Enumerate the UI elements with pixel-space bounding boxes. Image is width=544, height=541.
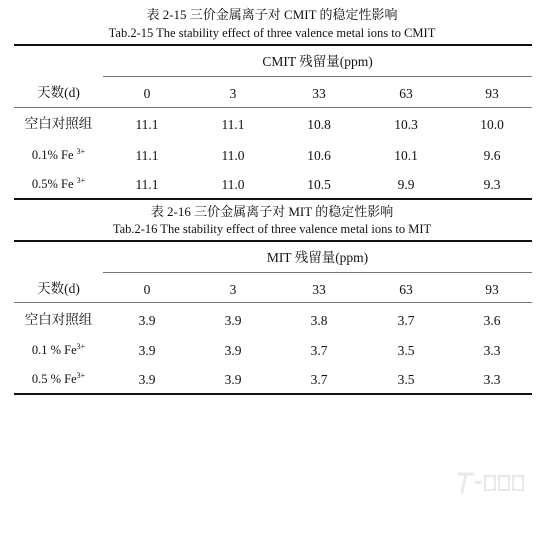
table2-cell: 3.8	[310, 313, 328, 328]
table1-cell: 9.3	[483, 177, 501, 192]
table1-caption-cn: 表 2-15 三价金属离子对 CMIT 的稳定性影响	[146, 7, 398, 22]
table2-col-header: 0	[143, 282, 151, 297]
table1-cell: 10.8	[307, 117, 331, 132]
table1-row-label: 空白对照组	[24, 116, 93, 131]
table2-cell: 3.6	[483, 313, 501, 328]
table2-cell: 3.7	[397, 313, 415, 328]
table1-cell: 11.1	[221, 117, 245, 132]
table2-row-label: 空白对照组	[24, 312, 93, 327]
table1-cell: 11.1	[135, 177, 159, 192]
table1-cell: 10.0	[480, 117, 504, 132]
table1-row-label: 0.1% Fe $^{3+}$	[31, 146, 86, 162]
table2-col-header: 93	[485, 282, 499, 297]
table2-cell: 3.5	[397, 343, 415, 358]
table1-caption-en: Tab.2-15 The stability effect of three valence metal ions to CMIT	[108, 26, 436, 40]
table2-row-label: 0.1 % $Fe^{3+}$	[31, 341, 86, 357]
table1-group-header: CMIT 残留量(ppm)	[262, 54, 373, 69]
table2-top-rule	[14, 240, 532, 242]
table2-cell: 3.9	[224, 313, 242, 328]
table1-cell: 11.0	[221, 177, 245, 192]
table1-col-header: 33	[312, 86, 326, 101]
table1-cell: 9.6	[483, 148, 501, 163]
table2-group-underline	[103, 272, 532, 273]
table2-row-header: 天数(d)	[37, 281, 80, 296]
table2-cell: 3.9	[138, 343, 156, 358]
table1-group-underline	[103, 76, 532, 77]
table2-cell: 3.5	[397, 372, 415, 387]
table1-header-rule	[14, 107, 532, 108]
table2-col-header: 63	[399, 282, 413, 297]
table2-col-header: 3	[229, 282, 237, 297]
table2-caption-cn: 表 2-16 三价金属离子对 MIT 的稳定性影响	[150, 204, 394, 219]
table2-cell: 3.9	[224, 372, 242, 387]
table1-row-header: 天数(d)	[37, 85, 80, 100]
table1-cell: 11.1	[135, 117, 159, 132]
table1-col-header: 3	[229, 86, 237, 101]
table1-cell: 10.6	[307, 148, 331, 163]
table2-bottom-rule	[14, 393, 532, 395]
table1-top-rule	[14, 44, 532, 46]
table2-cell: 3.9	[224, 343, 242, 358]
table2-cell: 3.9	[138, 372, 156, 387]
table1-bottom-rule	[14, 198, 532, 200]
table1-cell: 10.5	[307, 177, 331, 192]
table1-row-label: 0.5% Fe $^{3+}$	[31, 175, 86, 191]
table1-cell: 10.1	[394, 148, 418, 163]
table2-col-header: 33	[312, 282, 326, 297]
table2-header-rule	[14, 302, 532, 303]
table1-cell: 10.3	[394, 117, 418, 132]
logo-watermark-icon	[455, 468, 535, 498]
table2-cell: 3.7	[310, 343, 328, 358]
table1-cell: 9.9	[397, 177, 415, 192]
table2-cell: 3.9	[138, 313, 156, 328]
table1-cell: 11.1	[135, 148, 159, 163]
table2-cell: 3.3	[483, 372, 501, 387]
table1-cell: 11.0	[221, 148, 245, 163]
table2-cell: 3.3	[483, 343, 501, 358]
table1-col-header: 63	[399, 86, 413, 101]
table2-group-header: MIT 残留量(ppm)	[266, 250, 369, 265]
table2-cell: 3.7	[310, 372, 328, 387]
table2-row-label: 0.5 % $Fe^{3+}$	[31, 370, 86, 386]
table2-caption-en: Tab.2-16 The stability effect of three valence metal ions to MIT	[112, 222, 432, 236]
table1-col-header: 93	[485, 86, 499, 101]
table1-col-header: 0	[143, 86, 151, 101]
